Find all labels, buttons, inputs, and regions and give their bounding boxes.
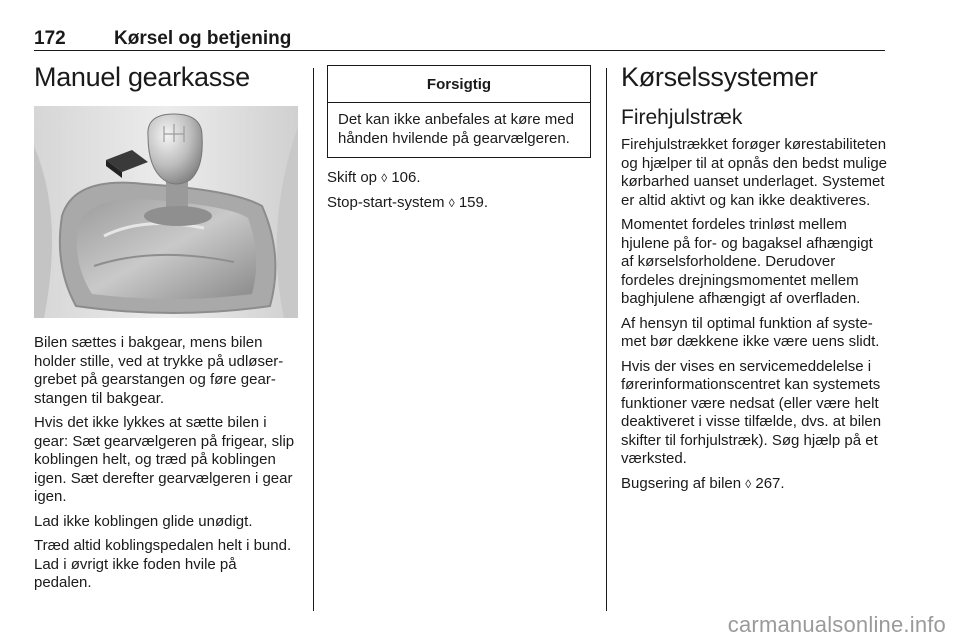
page-number: 172 [34,28,66,49]
caution-box [327,65,591,158]
paragraph: Hvis det ikke lykkes at sætte bilen i gear: Sæt gearvælgeren på frigear, slip koblingen helt, og træd på koblingen igen. Sæt derefter gearvælgeren i gear igen. [34,414,295,505]
paragraph: Bilen sættes i bakgear, mens bilen holder stille, ved at trykke på udløsergrebet på gearstangen og føre gearstangen til bakgear. [34,334,284,407]
reference-page: 106. [391,169,421,186]
gear-shifter-figure [34,106,298,318]
reference-page: 159. [458,193,489,211]
paragraph: Af hensyn til optimal funktion af systemet bør dækkene ikke være uens slidt. [621,314,880,350]
page-ref-icon: ◊ [745,476,752,491]
section-title: Manuel gearkasse [34,62,250,92]
cross-reference[interactable] [327,194,591,213]
column-drive-systems [621,62,887,499]
reference-label: Stop-start-system [327,193,445,211]
page-header [34,26,885,51]
paragraph: Momentet fordeles trinløst mellem hjulene på for- og bagaksel afhængigt af kørselsforholdene. Derudover fordeles drejningsmomentet mellem baghjulene afhængigt af overfladen. [621,216,873,307]
caution-title: Forsigtig [328,66,590,103]
page-ref-icon: ◊ [381,171,388,185]
paragraph: Træd altid koblingspedalen helt i bund. Lad i øvrigt ikke foden hvile på pedalen. [34,537,292,591]
subsection-title: Firehjulstræk [621,106,743,129]
section-title: Kørselssystemer [621,62,818,92]
column-caution [327,62,591,218]
cross-reference[interactable] [621,475,887,494]
reference-label: Skift op [327,169,378,186]
paragraph: Lad ikke koblingen glide unødigt. [34,512,253,530]
chapter-title: Kørsel og betjening [114,28,292,49]
column-divider [313,68,314,611]
cross-reference[interactable] [327,169,591,188]
reference-page: 267. [755,474,785,492]
caution-text: Det kan ikke anbefales at køre med hånden hvilende på gearvælgeren. [338,111,574,147]
reference-label: Bugsering af bilen [621,474,742,492]
caution-body [328,103,590,157]
watermark: carmanualsonline.info [727,612,946,637]
paragraph: Firehjulstrækket forøger kørestabiliteten og hjælper til at opnås den bedst mulige kørbarhed uanset underlaget. Systemet er altid aktivt og kan ikke deaktiveres. [621,136,888,209]
column-manual-gearbox [34,62,298,599]
gear-knob-illustration [34,106,298,318]
paragraph: Hvis der vises en servicemeddelelse i førerinformationscentret kan systemets funktioner være nedsat (eller være helt deaktiveret i visse tilfælde, dvs. at bilen skifter til forhjulstræk). Søg hjælp på et værksted. [621,357,882,467]
column-divider [606,68,607,611]
page-ref-icon: ◊ [448,195,455,210]
